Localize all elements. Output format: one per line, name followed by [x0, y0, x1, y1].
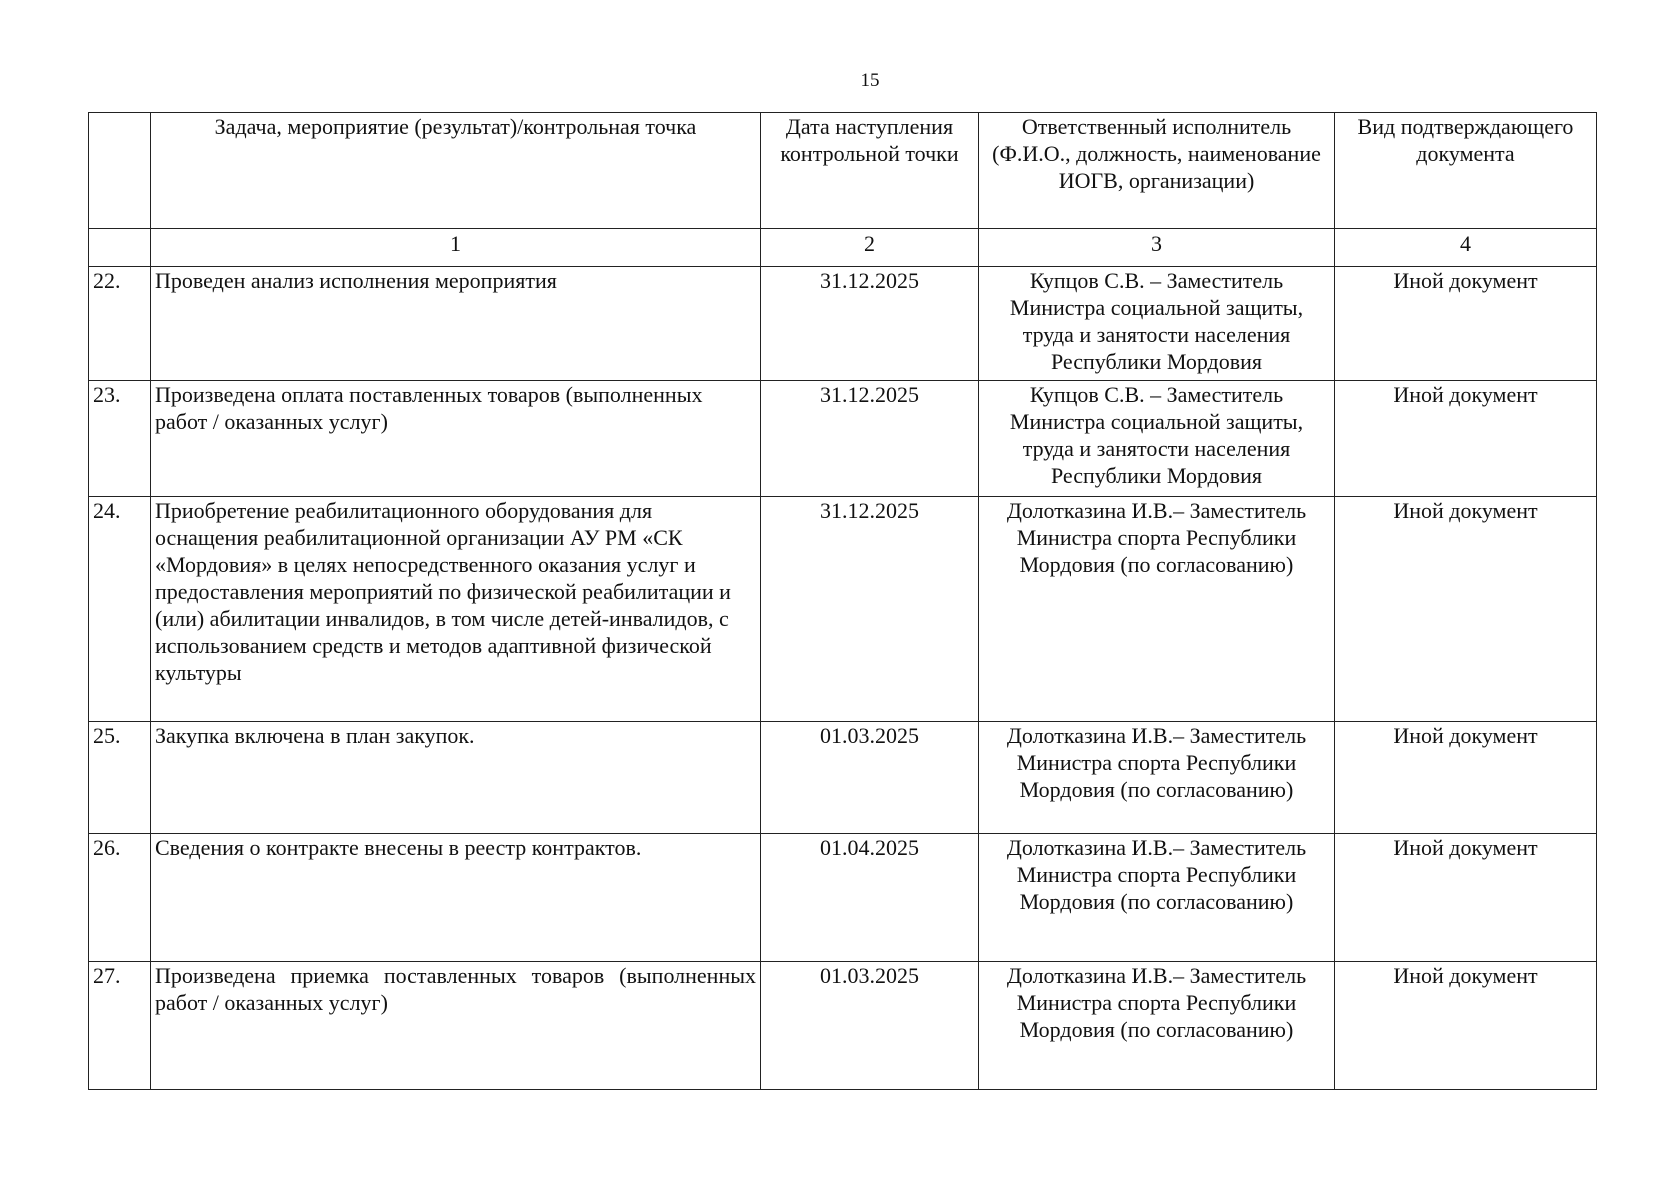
table-row: [89, 381, 1597, 497]
row-date: 01.04.2025: [761, 834, 979, 962]
header-responsible: Ответственный исполнитель (Ф.И.О., должность, наименование ИОГВ, организации): [979, 113, 1335, 229]
row-document: Иной документ: [1335, 722, 1597, 834]
control-points-table: [88, 112, 1597, 1090]
row-responsible: Долотказина И.В.– Заместитель Министра спорта Республики Мордовия (по согласованию): [979, 962, 1335, 1090]
row-task: Проведен анализ исполнения мероприятия: [151, 267, 761, 381]
header-num: [89, 113, 151, 229]
table-row: [89, 267, 1597, 381]
column-index-row: [89, 229, 1597, 267]
row-responsible: Купцов С.В. – Заместитель Министра социальной защиты, труда и занятости населения Республики Мордовия: [979, 381, 1335, 497]
column-index-cell: 2: [761, 229, 979, 267]
row-task: Закупка включена в план закупок.: [151, 722, 761, 834]
table-row: [89, 497, 1597, 722]
row-task: Сведения о контракте внесены в реестр контрактов.: [151, 834, 761, 962]
row-document: Иной документ: [1335, 834, 1597, 962]
row-document: Иной документ: [1335, 267, 1597, 381]
row-date: 31.12.2025: [761, 497, 979, 722]
header-task: Задача, мероприятие (результат)/контрольная точка: [151, 113, 761, 229]
row-number: 27.: [89, 962, 151, 1090]
column-index-cell: [89, 229, 151, 267]
row-responsible: Долотказина И.В.– Заместитель Министра спорта Республики Мордовия (по согласованию): [979, 722, 1335, 834]
table-row: [89, 722, 1597, 834]
row-responsible: Долотказина И.В.– Заместитель Министра спорта Республики Мордовия (по согласованию): [979, 834, 1335, 962]
table-row: [89, 962, 1597, 1090]
row-number: 22.: [89, 267, 151, 381]
row-responsible: Долотказина И.В.– Заместитель Министра спорта Республики Мордовия (по согласованию): [979, 497, 1335, 722]
row-date: 31.12.2025: [761, 381, 979, 497]
row-number: 25.: [89, 722, 151, 834]
row-number: 26.: [89, 834, 151, 962]
row-date: 01.03.2025: [761, 962, 979, 1090]
header-document: Вид подтверждающего документа: [1335, 113, 1597, 229]
row-document: Иной документ: [1335, 497, 1597, 722]
table-header-row: [89, 113, 1597, 229]
row-document: Иной документ: [1335, 962, 1597, 1090]
row-responsible: Купцов С.В. – Заместитель Министра социальной защиты, труда и занятости населения Республики Мордовия: [979, 267, 1335, 381]
column-index-cell: 4: [1335, 229, 1597, 267]
row-number: 23.: [89, 381, 151, 497]
row-number: 24.: [89, 497, 151, 722]
row-date: 01.03.2025: [761, 722, 979, 834]
column-index-cell: 3: [979, 229, 1335, 267]
row-date: 31.12.2025: [761, 267, 979, 381]
table-row: [89, 834, 1597, 962]
row-task: Произведена оплата поставленных товаров (выполненных работ / оказанных услуг): [151, 381, 761, 497]
page-number: 15: [860, 70, 880, 91]
row-task: Произведена приемка поставленных товаров (выполненных работ / оказанных услуг): [151, 962, 761, 1090]
header-date: Дата наступления контрольной точки: [761, 113, 979, 229]
row-task: Приобретение реабилитационного оборудования для оснащения реабилитационной организации АУ РМ «СК «Мордовия» в целях непосредственного оказания услуг и предоставления мероприятий по физической реабилитации и (или) абилитации инвалидов, в том числе детей-инвалидов, с использованием средств и методов адаптивной физической культуры: [151, 497, 761, 722]
row-document: Иной документ: [1335, 381, 1597, 497]
column-index-cell: 1: [151, 229, 761, 267]
